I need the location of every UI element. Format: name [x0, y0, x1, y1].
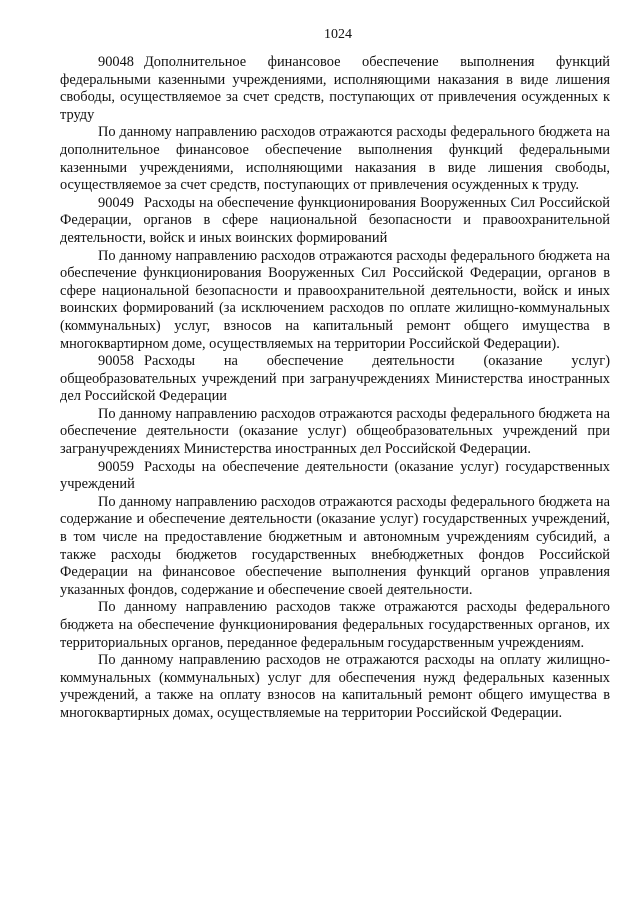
entry-title: Расходы на обеспечение деятельности (оказание услуг) государственных учреждений — [60, 458, 610, 493]
entry-90058 — [60, 353, 610, 406]
entry-90049 — [60, 195, 610, 248]
body-paragraph: По данному направлению расходов отражаются расходы федерального бюджета на дополнительное финансовое обеспечение выполнения функций федеральными казенными учреждениями, исполняющими наказания в виде лишения свободы, осуществляемое за счет средств, поступающих от привлечения осужденных к труду. — [60, 124, 610, 194]
document-page — [60, 26, 610, 723]
body-paragraph: По данному направлению расходов не отражаются расходы на оплату жилищно-коммунальных (коммунальных) услуг для обеспечения нужд федеральных казенных учреждений, а также на оплату взносов на капитальный ремонт общего имущества в многоквартирных домах, осуществляемые на территории Российской Федерации. — [60, 652, 610, 721]
entry-code: 90049 — [98, 194, 134, 211]
body-paragraph: По данному направлению расходов отражаются расходы федерального бюджета на обеспечение функционирования Вооруженных Сил Российской Федерации, органов в сфере национальной безопасности и правоохранительной деятельности, войск и иных воинских формирований (за исключением расходов по оплате жилищно-коммунальных (коммунальных) услуг, взносов на капитальный ремонт общего имущества в многоквартирном доме, осуществляемых на территории Российской Федерации). — [60, 247, 610, 352]
body-paragraph: По данному направлению расходов отражаются расходы федерального бюджета на обеспечение деятельности (оказание услуг) общеобразовательных учреждений при загранучреждениях Министерства иностранных дел Российской Федерации. — [60, 405, 610, 458]
entry-code: 90059 — [98, 458, 134, 475]
body-paragraph: По данному направлению расходов отражаются расходы федерального бюджета на содержание и обеспечение деятельности (оказание услуг) государственных учреждений, в том числе на предоставление бюджетным и автономным учреждениям субсидий, а также расходы бюджетов государственных внебюджетных фондов Российской Федерации на финансовое обеспечение выполнения функций органов управления указанных фондов, содержание и обеспечение своей деятельности. — [60, 493, 610, 598]
entry-title: Расходы на обеспечение функционирования Вооруженных Сил Российской Федерации, органов в сфере национальной безопасности и правоохранительной деятельности, войск и иных воинских формирований — [60, 194, 610, 246]
entry-90059 — [60, 459, 610, 494]
entry-title: Расходы на обеспечение деятельности (оказание услуг) общеобразовательных учреждений при загранучреждениях Министерства иностранных дел Российской Федерации — [60, 353, 610, 405]
entry-code: 90058 — [98, 353, 134, 370]
entry-code: 90048 — [98, 54, 134, 70]
entry-90048 — [60, 54, 610, 124]
entry-title: Дополнительное финансовое обеспечение выполнения функций федеральными казенными учреждениями, исполняющими наказания в виде лишения свободы, осуществляемое за счет средств, поступающих от привлечения осужденных к труду — [60, 54, 610, 123]
page-number: 1024 — [324, 27, 352, 42]
body-paragraph: По данному направлению расходов также отражаются расходы федерального бюджета на обеспечение функционирования федеральных государственных органов, их территориальных органов, переданное федеральным государственным учреждениям. — [60, 599, 610, 651]
